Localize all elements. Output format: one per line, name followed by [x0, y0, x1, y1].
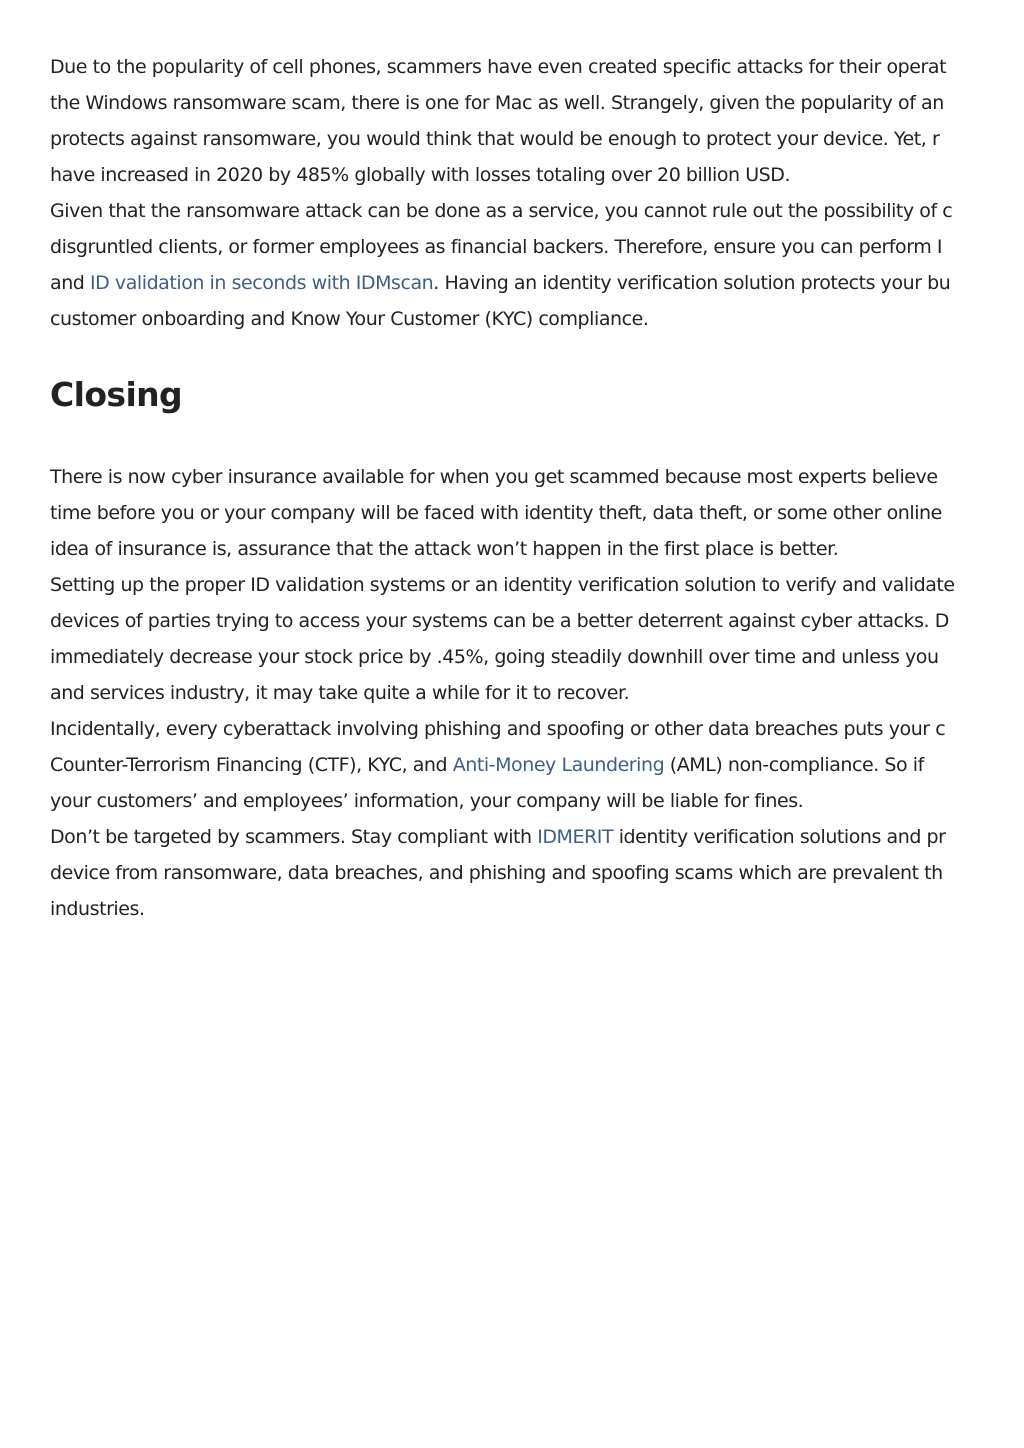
paragraph-line: immediately decrease your stock price by .45%, going steadily downhill over time and unless you — [50, 646, 939, 668]
text-span: . Having an identity verification solution protects your bu — [433, 272, 951, 294]
idmscan-link[interactable]: ID validation in seconds with IDMscan — [90, 272, 434, 294]
text-span: (AML) non-compliance. So if — [664, 754, 924, 776]
paragraph-line: time before you or your company will be faced with identity theft, data theft, or some other online — [50, 502, 942, 524]
paragraph-line: industries. — [50, 898, 145, 920]
idmerit-link[interactable]: IDMERIT — [537, 826, 614, 848]
paragraph-line: Given that the ransomware attack can be done as a service, you cannot rule out the possibility of c — [50, 200, 953, 222]
paragraph-line: protects against ransomware, you would think that would be enough to protect your device. Yet, r — [50, 128, 940, 150]
paragraph-line: disgruntled clients, or former employees as financial backers. Therefore, ensure you can perform I — [50, 236, 943, 258]
paragraph-line: have increased in 2020 by 485% globally with losses totaling over 20 billion USD. — [50, 164, 791, 186]
paragraph-line: the Windows ransomware scam, there is one for Mac as well. Strangely, given the popularity of an — [50, 92, 944, 114]
paragraph-line: Due to the popularity of cell phones, scammers have even created specific attacks for their operat — [50, 56, 947, 78]
paragraph-line: customer onboarding and Know Your Customer (KYC) compliance. — [50, 308, 649, 330]
spacer — [50, 337, 976, 375]
section-heading: Closing — [50, 375, 183, 414]
paragraph-line — [50, 747, 976, 783]
paragraph-line: Setting up the proper ID validation systems or an identity verification solution to verify and validate — [50, 574, 955, 596]
article-body — [50, 49, 976, 927]
text-span: identity verification solutions and pr — [613, 826, 946, 848]
spacer — [50, 415, 976, 459]
paragraph-line: devices of parties trying to access your systems can be a better deterrent against cyber attacks. D — [50, 610, 949, 632]
paragraph-line: Incidentally, every cyberattack involving phishing and spoofing or other data breaches puts your c — [50, 718, 946, 740]
text-span: Counter-Terrorism Financing (CTF), KYC, and — [50, 754, 453, 776]
paragraph-line: and services industry, it may take quite a while for it to recover. — [50, 682, 630, 704]
text-span: Don’t be targeted by scammers. Stay compliant with — [50, 826, 538, 848]
paragraph-line — [50, 819, 976, 855]
paragraph-line: idea of insurance is, assurance that the attack won’t happen in the first place is better. — [50, 538, 839, 560]
paragraph-line — [50, 265, 976, 301]
paragraph-line: There is now cyber insurance available for when you get scammed because most experts believe — [50, 466, 938, 488]
paragraph-line: your customers’ and employees’ information, your company will be liable for fines. — [50, 790, 804, 812]
paragraph-line: device from ransomware, data breaches, and phishing and spoofing scams which are prevalent th — [50, 862, 943, 884]
anti-money-laundering-link[interactable]: Anti-Money Laundering — [452, 754, 665, 776]
text-span: and — [50, 272, 90, 294]
